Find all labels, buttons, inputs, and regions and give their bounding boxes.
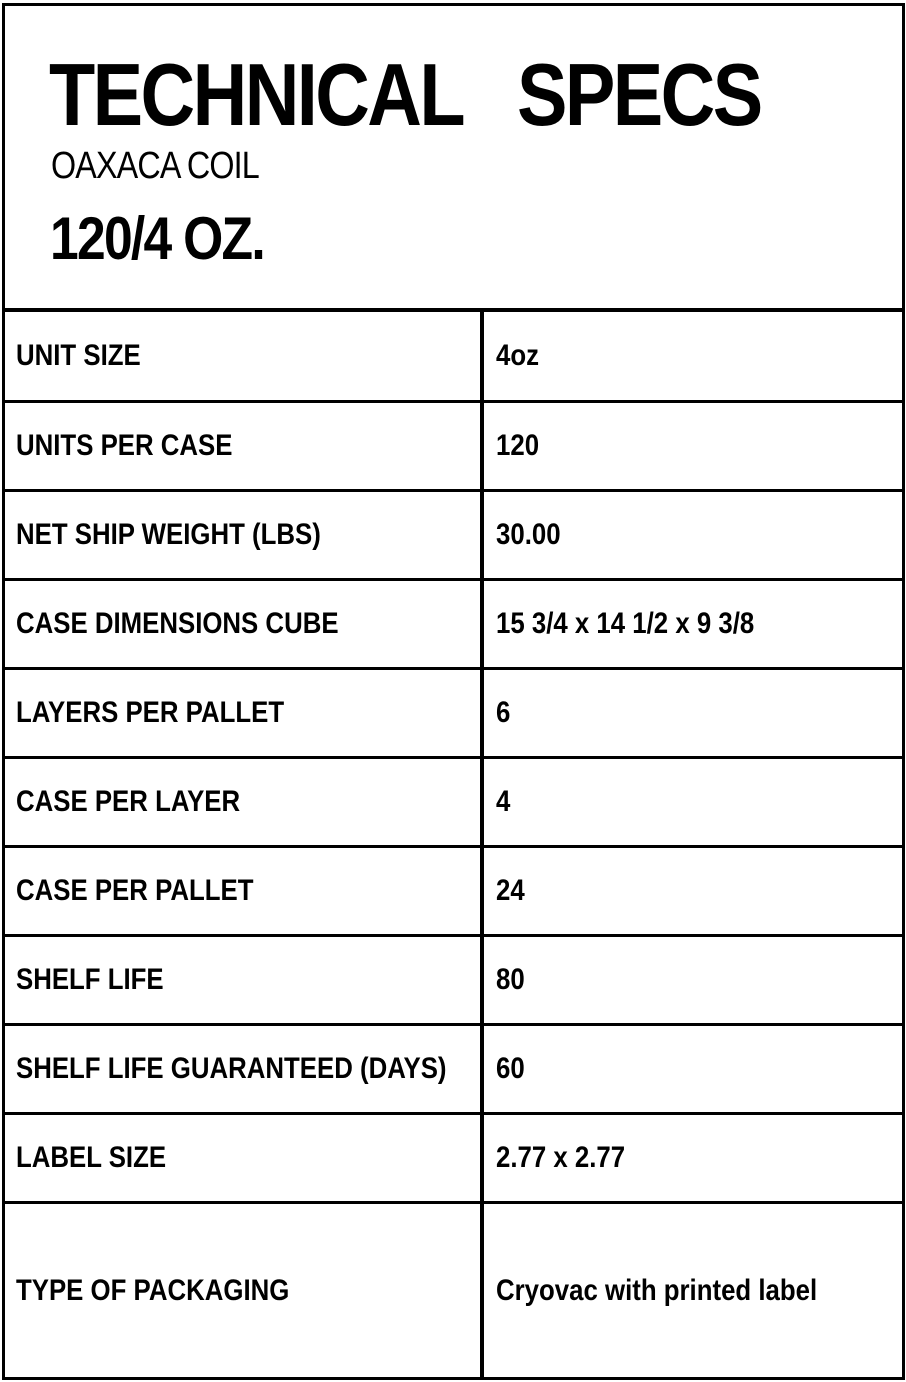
spec-value: 4 [496,784,511,818]
spec-label-cell [5,1024,482,1113]
pack-size: 120/4 OZ. [50,205,264,272]
spec-label: UNIT SIZE [16,338,141,372]
spec-label: UNITS PER CASE [16,428,233,462]
spec-label-cell [5,401,482,490]
spec-label-cell [5,757,482,846]
table-row [5,1024,902,1113]
spec-value: 80 [496,962,525,996]
spec-value: 4oz [496,338,540,372]
spec-value: 120 [496,428,540,462]
spec-value-cell [482,1202,902,1378]
spec-value: 2.77 x 2.77 [496,1140,626,1174]
spec-label-cell [5,490,482,579]
spec-value: 30.00 [496,517,561,551]
table-row [5,668,902,757]
spec-label: NET SHIP WEIGHT (LBS) [16,517,321,551]
spec-header [5,6,902,312]
table-row [5,1113,902,1202]
spec-sheet [2,3,905,1380]
spec-label-cell [5,1202,482,1378]
spec-label: LAYERS PER PALLET [16,695,285,729]
spec-label: SHELF LIFE [16,962,164,996]
spec-value-cell [482,1113,902,1202]
spec-value-cell [482,846,902,935]
spec-value: Cryovac with printed label [496,1273,818,1307]
spec-label-cell [5,1113,482,1202]
spec-label: SHELF LIFE GUARANTEED (DAYS) [16,1051,447,1085]
spec-label: CASE PER PALLET [16,873,254,907]
table-row [5,401,902,490]
spec-value-cell [482,490,902,579]
specs-table [5,312,902,1378]
spec-label-cell [5,846,482,935]
spec-label: LABEL SIZE [16,1140,167,1174]
spec-value: 24 [496,873,525,907]
spec-value-cell [482,668,902,757]
spec-value-cell [482,312,902,401]
spec-value-cell [482,579,902,668]
spec-value: 60 [496,1051,525,1085]
spec-value: 15 3/4 x 14 1/2 x 9 3/8 [496,606,755,640]
product-name: OAXACA COIL [51,145,259,187]
table-row [5,579,902,668]
spec-value-cell [482,1024,902,1113]
spec-value: 6 [496,695,511,729]
spec-label-cell [5,579,482,668]
table-row [5,312,902,401]
table-row [5,846,902,935]
table-row [5,935,902,1024]
spec-label-cell [5,312,482,401]
page-title: TECHNICAL SPECS [49,45,761,144]
table-row [5,757,902,846]
spec-value-cell [482,401,902,490]
spec-label-cell [5,668,482,757]
spec-label-cell [5,935,482,1024]
spec-label: TYPE OF PACKAGING [16,1273,290,1307]
table-row [5,1202,902,1378]
spec-value-cell [482,935,902,1024]
table-row [5,490,902,579]
spec-value-cell [482,757,902,846]
spec-label: CASE PER LAYER [16,784,241,818]
spec-label: CASE DIMENSIONS CUBE [16,606,339,640]
